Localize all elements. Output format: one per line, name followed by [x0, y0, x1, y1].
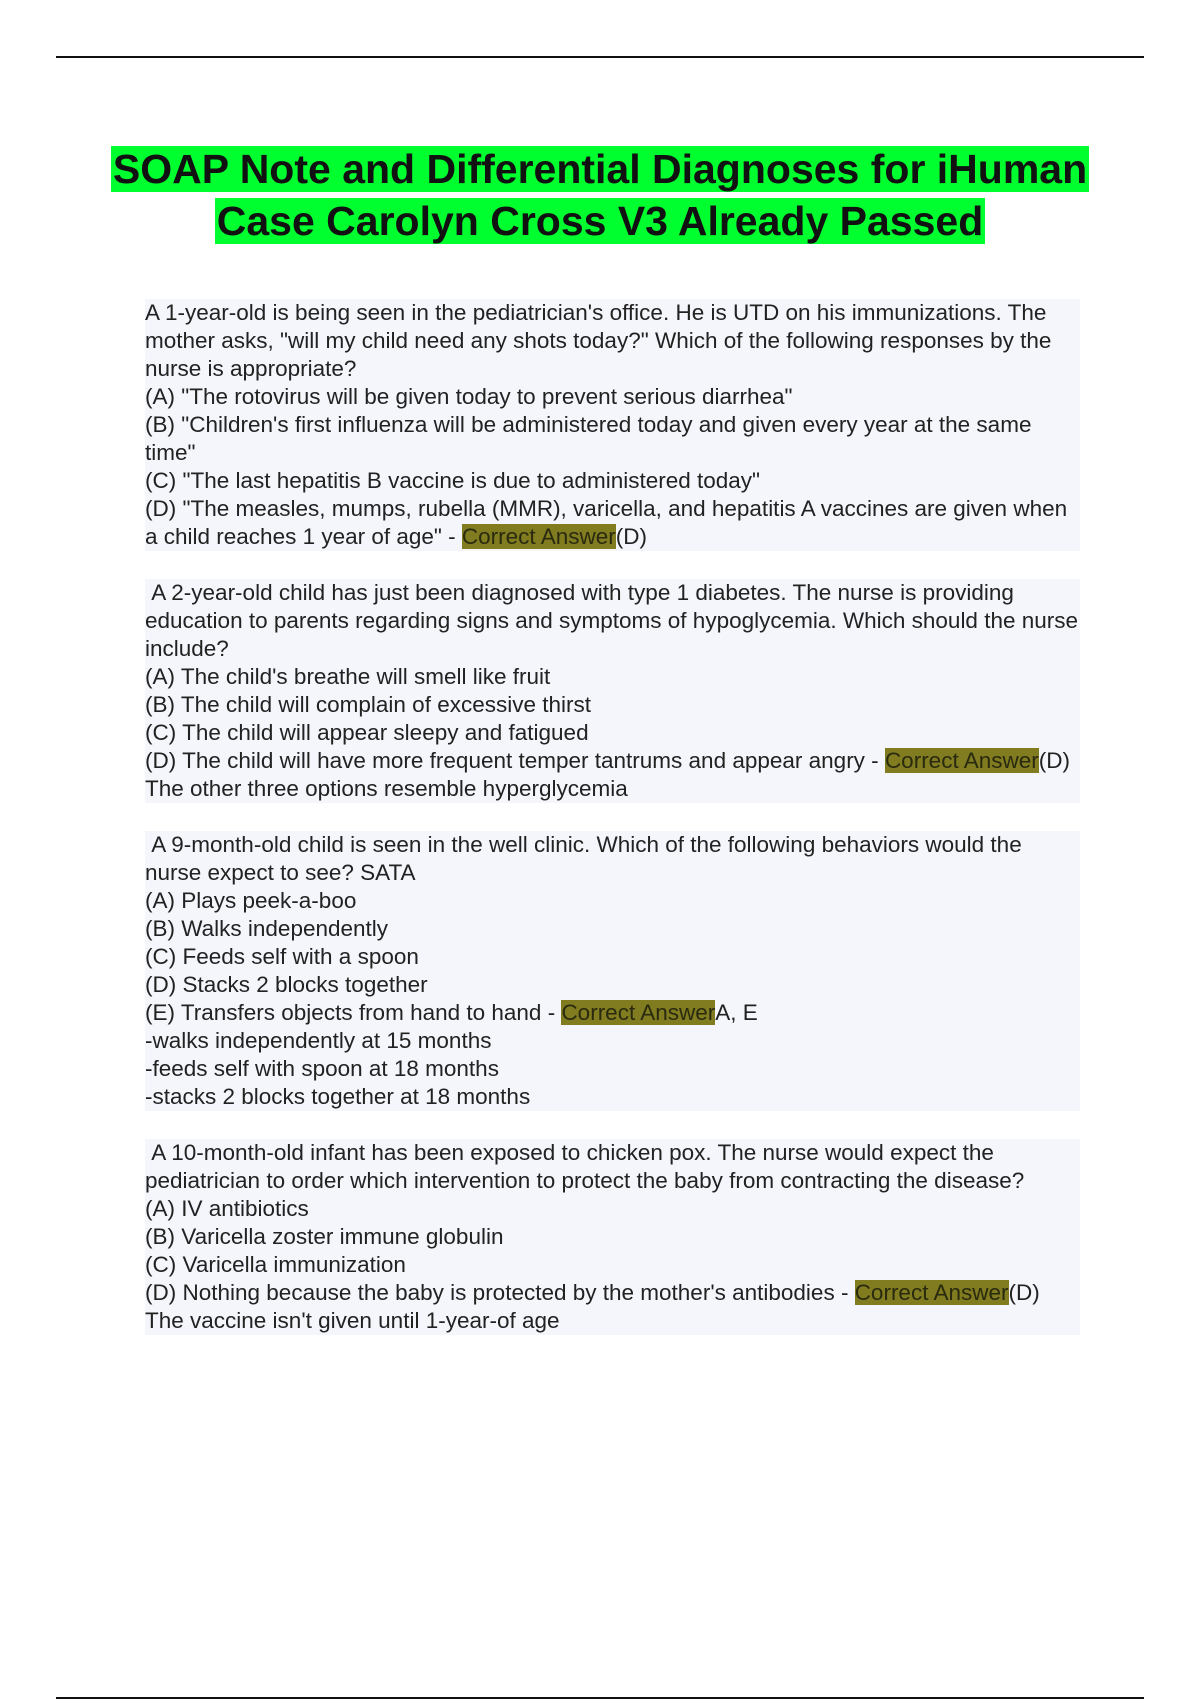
- answer-option: (D) Nothing because the baby is protected by the mother's antibodies -: [145, 1280, 855, 1305]
- answer-option: (C) "The last hepatitis B vaccine is due to administered today": [145, 468, 761, 493]
- question-block: [145, 299, 1080, 551]
- rationale-note: The other three options resemble hyperglycemia: [145, 776, 628, 801]
- question-stem: A 1-year-old is being seen in the pediatrician's office. He is UTD on his immunizations. The mother asks, "will my child need any shots today?" Which of the following responses by the nurse is appropriate?: [145, 300, 1058, 381]
- bottom-rule: [56, 1697, 1144, 1699]
- question-stem: A 2-year-old child has just been diagnosed with type 1 diabetes. The nurse is providing education to parents regarding signs and symptoms of hypoglycemia. Which should the nurse include?: [145, 580, 1085, 661]
- answer-option-with-answer: [145, 1279, 1080, 1307]
- correct-answer-value: (D): [1008, 1280, 1040, 1305]
- question-stem: A 10-month-old infant has been exposed to chicken pox. The nurse would expect the pediatrician to order which intervention to protect the baby from contracting the disease?: [145, 1140, 1025, 1193]
- answer-option: (B) Walks independently: [145, 916, 389, 941]
- answer-option: (B) "Children's first influenza will be administered today and given every year at the same time": [145, 412, 1038, 465]
- answer-option: (B) Varicella zoster immune globulin: [145, 1224, 504, 1249]
- question-list: [145, 299, 1085, 1335]
- correct-answer-label: Correct Answer: [854, 1280, 1009, 1305]
- question-block: [145, 831, 1080, 1111]
- correct-answer-value: (D): [615, 524, 647, 549]
- answer-option: (D) The child will have more frequent temper tantrums and appear angry -: [145, 748, 885, 773]
- document-title: [100, 143, 1100, 247]
- correct-answer-label: Correct Answer: [884, 748, 1039, 773]
- correct-answer-label: Correct Answer: [561, 1000, 716, 1025]
- answer-option: (C) Feeds self with a spoon: [145, 944, 419, 969]
- answer-option: (B) The child will complain of excessive thirst: [145, 692, 591, 717]
- answer-option: (A) Plays peek-a-boo: [145, 888, 357, 913]
- answer-option: (D) "The measles, mumps, rubella (MMR), varicella, and hepatitis A vaccines are given when a child reaches 1 year of age" -: [145, 496, 1074, 549]
- answer-option: (E) Transfers objects from hand to hand -: [145, 1000, 562, 1025]
- answer-option: (D) Stacks 2 blocks together: [145, 972, 428, 997]
- correct-answer-value: A, E: [715, 1000, 758, 1025]
- question-stem: A 9-month-old child is seen in the well clinic. Which of the following behaviors would the nurse expect to see? SATA: [145, 832, 1028, 885]
- answer-option: (A) IV antibiotics: [145, 1196, 309, 1221]
- top-rule: [56, 56, 1144, 58]
- answer-option-with-answer: [145, 495, 1080, 551]
- correct-answer-label: Correct Answer: [461, 524, 616, 549]
- rationale-note: -walks independently at 15 months: [145, 1028, 492, 1053]
- question-block: [145, 1139, 1080, 1335]
- answer-option-with-answer: [145, 999, 1080, 1027]
- question-block: [145, 579, 1085, 803]
- rationale-note: -stacks 2 blocks together at 18 months: [145, 1084, 531, 1109]
- answer-option: (C) The child will appear sleepy and fatigued: [145, 720, 589, 745]
- rationale-note: The vaccine isn't given until 1-year-of age: [145, 1308, 560, 1333]
- correct-answer-value: (D): [1038, 748, 1070, 773]
- answer-option: (A) The child's breathe will smell like fruit: [145, 664, 551, 689]
- answer-option: (C) Varicella immunization: [145, 1252, 406, 1277]
- rationale-note: -feeds self with spoon at 18 months: [145, 1056, 499, 1081]
- document-title-text: SOAP Note and Differential Diagnoses for iHuman Case Carolyn Cross V3 Already Passed: [112, 146, 1088, 244]
- answer-option-with-answer: [145, 747, 1080, 775]
- answer-option: (A) "The rotovirus will be given today to prevent serious diarrhea": [145, 384, 793, 409]
